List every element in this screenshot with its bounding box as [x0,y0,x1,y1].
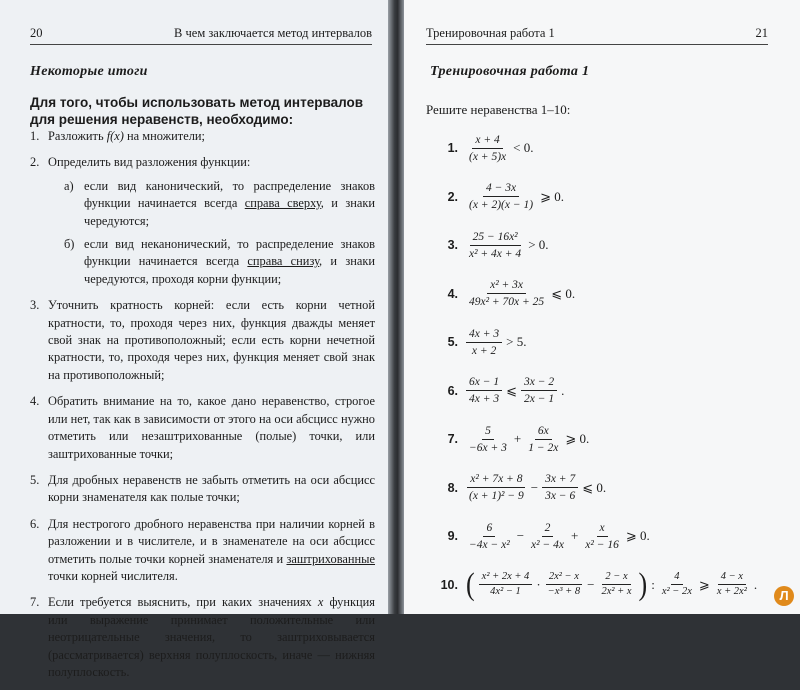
fraction [466,521,513,552]
item-body [48,154,375,288]
item-body [48,297,375,384]
fraction [466,133,509,164]
running-head-title: В чем заключается метод интервалов [174,26,372,40]
sub-item-label: а) [64,178,74,193]
fraction-denominator: (x + 2)(x − 1) [469,199,534,212]
problem-item [426,464,776,513]
fraction [466,424,510,455]
list-item [30,393,375,463]
problem-number: 3. [447,238,458,253]
fraction-numerator: 25 − 16x² [470,230,521,246]
problem-item [426,415,776,464]
fraction [582,521,622,552]
fraction-numerator: 4 [671,571,682,586]
item-number: 5. [30,472,40,487]
problem-number: 9. [447,529,458,544]
fraction-denominator: x + 2 [471,344,497,357]
inequality-expression [466,424,589,455]
fraction-denominator: x² + 4x + 4 [469,247,522,260]
fraction [528,521,567,552]
fraction-denominator: (x + 5)x [469,150,507,163]
item-text: функция или выражение принимает положительные или неотрицательные значения, то заштриховывается (рассматривается) верхняя полуплоскость, иначе — нижняя полуплоскость. [48,595,375,679]
operator: ⩾ 0. [540,188,564,204]
fraction [466,181,536,212]
problem-list [426,124,776,609]
item-text: Уточнить кратность корней: если есть корни четной кратности, то, проходя через них, функция дважды меняет свой знак на противоположный; если есть корни нечетной кратности, то, проходя через них, функция меняет свой знак на противоположный; [48,298,375,382]
list-item [30,594,375,681]
fraction-denominator: 4x² − 1 [490,586,521,598]
operator: < 0. [513,140,534,156]
inequality-expression [466,230,549,261]
inequality-expression [466,375,564,406]
sub-item-body [84,236,375,288]
operator: ⩽ 0. [582,479,607,495]
fraction-denominator: 2x² + x [601,586,632,598]
operator: − [587,576,595,592]
math-expression: f(x) [106,129,124,143]
inequality-expression [466,521,650,552]
problem-number: 10. [440,577,458,592]
problem-item [426,270,776,319]
watermark-logo: Л [774,586,794,606]
inequality-expression [466,181,564,212]
right-page [404,0,800,614]
fraction-numerator: 2 − x [602,571,630,586]
item-text: Если требуется выяснить, при каких значениях [48,595,318,610]
item-number: 3. [30,298,40,313]
fraction-denominator: −4x − x² [469,538,510,551]
fraction-denominator: −x³ + 8 [547,586,581,598]
item-text: , и знаки чередуются, проходя корни функции; [84,254,375,286]
inequality-expression [466,327,526,358]
item-text: Определить вид разложения функции: [48,155,251,170]
fraction-denominator: (x + 1)² − 9 [469,490,524,503]
fraction [598,571,634,599]
fraction-numerator: x [597,521,608,537]
fraction-numerator: 4x + 3 [466,327,502,343]
item-body [48,393,375,463]
list-item [30,128,375,145]
problem-number: 4. [447,286,458,301]
operator: > 5. [506,334,527,350]
problem-number: 2. [447,189,458,204]
sub-item-label: б) [64,237,75,252]
item-number: 4. [30,394,40,409]
item-text: на множители; [123,129,205,143]
inequality-expression [466,133,533,164]
fraction-numerator: x² + 2x + 4 [479,571,533,586]
problem-number: 5. [447,335,458,350]
problem-item [426,318,776,367]
problem-number: 1. [447,141,458,156]
item-text: , и знаки чередуются; [84,196,375,228]
item-body [48,472,375,507]
fraction [466,472,527,503]
item-number: 1. [30,129,40,143]
operator: · [536,576,541,592]
fraction [466,278,547,309]
item-text: Для дробных неравенств не забыть отметить на оси абсцисс корни знаменателя как полые точки; [48,472,375,505]
operator: ⩾ [698,576,710,592]
fraction-numerator: 6x [535,424,552,440]
fraction-numerator: 4 − x [718,571,746,586]
problem-item [426,512,776,561]
fraction-denominator: x² − 4x [531,538,564,551]
operator: + [570,528,579,544]
item-number: 6. [30,516,40,531]
item-text: Для нестрогого дробного неравенства при наличии корней в разложении и в числителе, и в знаменателе на оси абсцисс отметить полые точки корней знаменателя и [48,516,375,566]
summary-list [30,128,375,690]
inequality-expression [466,278,575,309]
operator: + [513,431,522,447]
sub-item [64,178,375,230]
header-rule [426,44,768,45]
problem-number: 8. [447,480,458,495]
problem-item [426,561,776,610]
fraction-denominator: x² − 16 [585,538,619,551]
item-body [48,128,375,145]
fraction-numerator: 6 [483,521,495,537]
list-item [30,516,375,586]
fraction [479,571,533,599]
math-expression: x [317,595,324,610]
header-rule [30,44,372,45]
left-page [0,0,388,679]
fraction-numerator: x² + 7x + 8 [467,472,525,488]
operator: ⩽ 0. [551,285,576,301]
operator: − [530,479,539,495]
fraction [545,571,583,599]
operator: : [651,576,655,592]
running-head-title: Тренировочная работа 1 [426,26,555,40]
operator: . [561,382,565,398]
fraction-numerator: 2x² − x [546,571,582,586]
list-item [30,154,375,288]
operator: − [516,528,525,544]
sub-item [64,236,375,288]
fraction-denominator: x + 2x² [716,586,747,598]
section-title: Тренировочная работа 1 [430,64,590,79]
page-number: 20 [30,26,43,40]
book-gutter [388,0,404,614]
fraction-denominator: 49x² + 70x + 25 [469,296,545,309]
fraction [521,375,557,406]
sub-item-body [84,178,375,230]
fraction-denominator: 4x + 3 [469,393,500,406]
problem-item [426,367,776,416]
fraction [659,571,695,599]
fraction-denominator: −6x + 3 [469,441,507,454]
problem-item [426,221,776,270]
fraction-denominator: 1 − 2x [528,441,559,454]
problem-item [426,173,776,222]
fraction [466,375,502,406]
underlined-text: заштрихованные [286,551,375,566]
problem-number: 7. [447,432,458,447]
problem-item [426,124,776,173]
fraction-numerator: 3x + 7 [542,472,578,488]
operator: ⩽ [506,382,518,398]
fraction-numerator: x² + 3x [487,278,526,294]
operator: ⩾ 0. [625,528,650,544]
intro-text: Для того, чтобы использовать метод интервалов для решения неравенств, необходимо: [30,95,364,127]
fraction-numerator: 5 [482,424,494,440]
fraction [542,472,578,503]
operator: . [753,576,758,592]
underlined-text: справа снизу [247,254,320,269]
fraction-numerator: 3x − 2 [521,375,557,391]
fraction-numerator: 2 [542,521,554,537]
operator: > 0. [528,237,549,253]
item-text: Обратить внимание на то, какое дано неравенство, строгое или нет, так как в зависимости от этого на оси абсцисс нужно отметить или незаштрихованные (полые) точки, или заштрихованные точки; [48,394,375,461]
fraction-denominator: x² − 2x [661,586,692,598]
list-item [30,472,375,507]
item-body [48,516,375,586]
task-prompt: Решите неравенства 1–10: [426,102,571,117]
fraction [466,230,524,261]
item-text: точки корней числителя. [48,568,178,583]
right-running-head [426,26,768,41]
fraction [525,424,561,455]
list-item [30,297,375,384]
underlined-text: справа сверху [244,196,321,211]
fraction-denominator: 3x − 6 [545,490,576,503]
section-title: Некоторые итоги [30,64,148,79]
fraction-numerator: 4 − 3x [483,181,519,197]
left-running-head [30,26,372,41]
fraction [714,571,750,599]
inequality-expression [466,472,606,503]
page-number: 21 [755,26,768,40]
fraction-numerator: x + 4 [472,133,502,149]
problem-number: 6. [447,383,458,398]
item-text: если вид неканонический, то распределение знаков функции начинается всегда [84,237,375,269]
item-body [48,594,375,681]
inequality-expression [466,566,758,602]
item-text: если вид канонический, то распределение знаков функции начинается всегда [84,178,375,211]
fraction [466,327,502,358]
fraction-denominator: 2x − 1 [524,393,555,406]
fraction-numerator: 6x − 1 [466,375,502,391]
operator: ⩾ 0. [565,431,590,447]
item-text: Разложить [48,129,107,143]
parenthesis: ( [466,566,475,602]
item-number: 7. [30,595,40,610]
item-number: 2. [30,155,40,170]
parenthesis: ) [638,566,648,602]
